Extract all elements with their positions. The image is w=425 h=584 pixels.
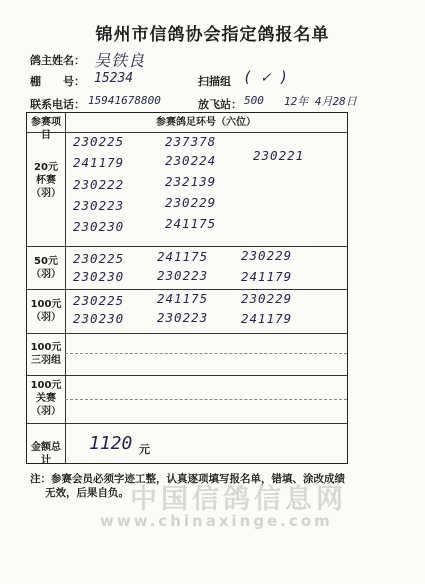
owner-label: 鸽主姓名： (30, 54, 85, 67)
ring-number: 230223 (157, 268, 209, 283)
row-label-100: 100元 （羽） (30, 299, 62, 323)
ring-number: 230224 (165, 153, 217, 168)
ring-number: 230229 (241, 248, 293, 263)
row-label-cup: 20元 杯赛 （羽） (31, 162, 61, 199)
note-line-1: 注：参赛会员必须字迹工整，认真逐项填写报名单，错填、涂改成绩 (30, 473, 345, 485)
ring-number: 232139 (165, 174, 217, 189)
row-label-50: 50元 （羽） (31, 256, 61, 280)
loft-value: 15234 (94, 71, 134, 86)
total-unit: 元 (139, 443, 150, 456)
phone-label: 联系电话： (30, 98, 85, 111)
ring-number: 230225 (73, 134, 125, 149)
ring-number: 241175 (157, 291, 209, 306)
release-station-label: 放飞站： (198, 98, 242, 111)
ring-number: 230223 (73, 198, 125, 213)
header-event-type: 参赛项目 (31, 117, 61, 141)
date-value: 12年 4月28日 (284, 95, 357, 108)
phone-value: 15941678800 (88, 94, 161, 107)
ring-number: 241179 (241, 311, 293, 326)
ring-number: 230230 (73, 311, 125, 326)
ring-number: 230229 (241, 291, 293, 306)
ring-number: 230230 (73, 219, 125, 234)
form-title: 锦州市信鸽协会指定鸽报名单 (95, 25, 330, 45)
ring-number: 230225 (73, 251, 125, 266)
note-line-2: 无效，后果自负。 (45, 487, 129, 499)
total-value: 1120 (89, 433, 133, 454)
ring-number: 241179 (73, 155, 125, 170)
release-station-value: 500 (244, 94, 264, 107)
ring-number: 230225 (73, 293, 125, 308)
watermark-text: 中国信鸽信息网 (130, 484, 347, 515)
ring-number: 230221 (253, 148, 305, 163)
ring-number: 241175 (157, 249, 209, 264)
scan-group-label: 扫描组 (198, 75, 231, 88)
header-ring-numbers: 参赛鸽足环号（六位） (156, 117, 256, 128)
ring-number: 237378 (165, 134, 217, 149)
loft-label: 棚 号： (30, 75, 85, 88)
ring-number: 230229 (165, 195, 217, 210)
ring-number: 230222 (73, 177, 125, 192)
watermark-url: www.chinaxinge.com (100, 512, 333, 530)
row-label-three-group: 100元 三羽组 (30, 342, 62, 366)
entry-table (26, 112, 348, 464)
ring-number: 230223 (157, 310, 209, 325)
owner-value: 吴铁良 (94, 51, 146, 70)
scan-group-check: ( ✓ ) (243, 68, 289, 86)
row-label-pass: 100元 关赛 （羽） (30, 380, 62, 417)
ring-number: 241179 (241, 269, 293, 284)
ring-number: 241175 (165, 216, 217, 231)
total-label: 金额总计 (31, 442, 61, 466)
ring-number: 230230 (73, 269, 125, 284)
